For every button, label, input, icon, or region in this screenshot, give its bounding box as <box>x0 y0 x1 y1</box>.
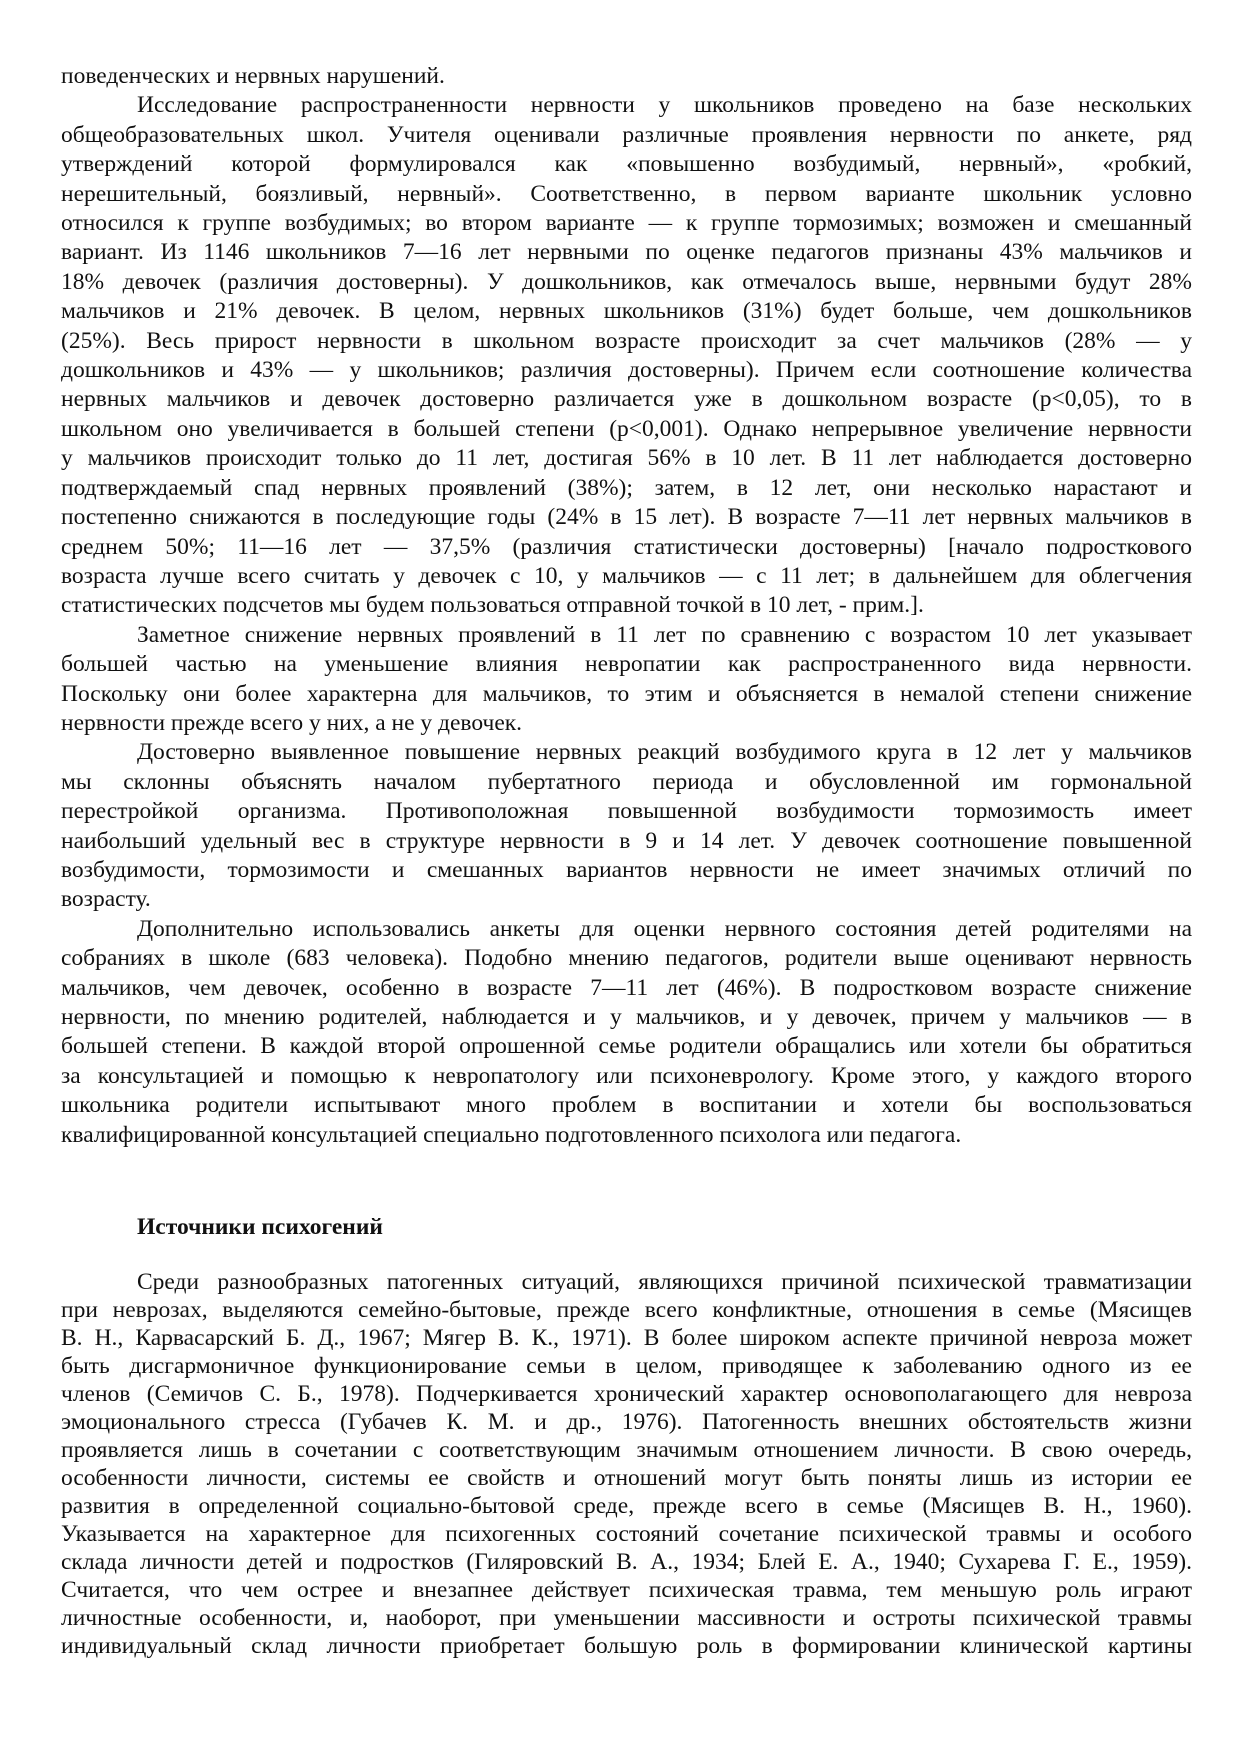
text-line: 18% девочек (различия достоверны). У дошкольников, как отмечалось выше, нервными будут 28% <box>61 268 1192 295</box>
text-line: проявляется лишь в сочетании с соответствующим значимым отношением личности. В свою очередь, <box>61 1437 1192 1463</box>
text-line: нервных мальчиков и девочек достоверно различается уже в дошкольном возрасте (p<0,05), то в <box>61 386 1192 413</box>
text-line: Исследование распространенности нервности у школьников проведено на базе нескольких <box>137 92 1192 119</box>
section-heading: Источники психогений <box>137 1214 383 1240</box>
text-line: эмоционального стресса (Губачев К. М. и др., 1976). Патогенность внешних обстоятельств жизни <box>61 1409 1192 1435</box>
text-line: при неврозах, выделяются семейно-бытовые, прежде всего конфликтные, отношения в семье (Мясищев <box>61 1297 1192 1323</box>
text-line: Среди разнообразных патогенных ситуаций, являющихся причиной психической травматизации <box>137 1269 1192 1295</box>
text-line: особенности личности, системы ее свойств и отношений могут быть поняты лишь из истории ее <box>61 1465 1192 1491</box>
text-line: утверждений которой формулировался как «повышенно возбудимый, нервный», «робкий, <box>61 151 1192 178</box>
body-text-bottom <box>61 1268 1192 1660</box>
paragraph <box>61 915 1192 1150</box>
paragraph <box>61 62 1192 91</box>
text-line: возбудимости, тормозимости и смешанных вариантов нервности не имеет значимых отличий по <box>61 856 1192 883</box>
text-line: среднем 50%; 11—16 лет — 37,5% (различия статистически достоверны) [начало подросткового <box>61 533 1192 560</box>
text-line: статистических подсчетов мы будем пользоваться отправной точкой в 10 лет, - прим.]. <box>61 592 924 619</box>
text-line: относился к группе возбудимых; во втором варианте — к группе тормозимых; возможен и смешанный <box>61 210 1192 237</box>
text-line: Заметное снижение нервных проявлений в 11 лет по сравнению с возрастом 10 лет указывает <box>137 621 1192 648</box>
text-line: школьном оно увеличивается в большей степени (p<0,001). Однако непрерывное увеличение нервности <box>61 415 1192 442</box>
text-line: нервности прежде всего у них, а не у девочек. <box>61 709 523 736</box>
text-line: Указывается на характерное для психогенных состояний сочетание психической травмы и особого <box>61 1521 1192 1547</box>
paragraph <box>61 738 1192 914</box>
text-line: подтверждаемый спад нервных проявлений (38%); затем, в 12 лет, они несколько нарастают и <box>61 474 1192 501</box>
text-line: мальчиков и 21% девочек. В целом, нервных школьников (31%) будет больше, чем дошкольников <box>61 298 1192 325</box>
text-line: постепенно снижаются в последующие годы (24% в 15 лет). В возрасте 7—11 лет нервных мальчиков в <box>61 504 1192 531</box>
text-line: нерешительный, боязливый, нервный». Соответственно, в первом варианте школьник условно <box>61 180 1192 207</box>
text-line: перестройкой организма. Противоположная повышенной возбудимости тормозимость имеет <box>61 798 1192 825</box>
text-line: развития в определенной социально-бытовой среде, прежде всего в семье (Мясищев В. Н., 1960). <box>61 1493 1192 1519</box>
text-line: личностные особенности, и, наоборот, при уменьшении массивности и остроты психической травмы <box>61 1605 1192 1631</box>
text-line: за консультацией и помощью к невропатологу или психоневрологу. Кроме этого, у каждого второго <box>61 1062 1192 1089</box>
text-line: дошкольников и 43% — у школьников; различия достоверны). Причем если соотношение количества <box>61 357 1192 384</box>
text-line: большей частью на уменьшение влияния невропатии как распространенного вида нервности. <box>61 651 1192 678</box>
text-line: членов (Семичов С. Б., 1978). Подчеркивается хронический характер основополагающего для невроза <box>61 1381 1192 1407</box>
text-line: В. Н., Карвасарский Б. Д., 1967; Мягер В. К., 1971). В более широком аспекте причиной невроза может <box>61 1325 1192 1351</box>
text-line: квалифицированной консультацией специально подготовленного психолога или педагога. <box>61 1121 962 1148</box>
text-line: быть дисгармоничное функционирование семьи в целом, приводящее к заболеванию одного из ее <box>61 1353 1192 1379</box>
paragraph <box>61 91 1192 620</box>
text-line: наибольший удельный вес в структуре нервности в 9 и 14 лет. У девочек соотношение повышенной <box>61 827 1192 854</box>
text-line: возрасту. <box>61 886 151 913</box>
paragraph <box>61 1268 1192 1660</box>
text-line: собраниях в школе (683 человека). Подобно мнению педагогов, родители выше оценивают нервность <box>61 945 1192 972</box>
text-line: мы склонны объяснять началом пубертатного периода и обусловленной им гормональной <box>61 768 1192 795</box>
body-text-top <box>61 62 1192 1150</box>
text-line: Дополнительно использовались анкеты для оценки нервного состояния детей родителями на <box>137 915 1192 942</box>
text-line: склада личности детей и подростков (Гиляровский В. А., 1934; Блей Е. А., 1940; Сухарева Г. Е., 1959). <box>61 1549 1192 1575</box>
text-line: Считается, что чем острее и внезапнее действует психическая травма, тем меньшую роль играют <box>61 1577 1192 1603</box>
text-line: школьника родители испытывают много проблем в воспитании и хотели бы воспользоваться <box>61 1092 1192 1119</box>
paragraph <box>61 621 1192 739</box>
text-line: Поскольку они более характерна для мальчиков, то этим и объясняется в немалой степени снижение <box>61 680 1192 707</box>
text-line: индивидуальный склад личности приобретает большую роль в формировании клинической картины <box>61 1633 1192 1659</box>
text-line: поведенческих и нервных нарушений. <box>61 63 445 89</box>
text-line: общеобразовательных школ. Учителя оценивали различные проявления нервности по анкете, ряд <box>61 121 1192 148</box>
text-line: у мальчиков происходит только до 11 лет, достигая 56% в 10 лет. В 11 лет наблюдается достоверно <box>61 445 1192 472</box>
text-line: возраста лучше всего считать у девочек с 10, у мальчиков — с 11 лет; в дальнейшем для облегчения <box>61 562 1192 589</box>
text-line: вариант. Из 1146 школьников 7—16 лет нервными по оценке педагогов признаны 43% мальчиков и <box>61 239 1192 266</box>
text-line: мальчиков, чем девочек, особенно в возрасте 7—11 лет (46%). В подростковом возрасте снижение <box>61 974 1192 1001</box>
text-line: Достоверно выявленное повышение нервных реакций возбудимого круга в 12 лет у мальчиков <box>137 739 1192 766</box>
text-line: нервности, по мнению родителей, наблюдается и у мальчиков, и у девочек, причем у мальчиков — в <box>61 1004 1192 1030</box>
text-line: большей степени. В каждой второй опрошенной семье родители обращались или хотели бы обратиться <box>61 1033 1192 1060</box>
text-line: (25%). Весь прирост нервности в школьном возрасте происходит за счет мальчиков (28% — у <box>61 327 1192 354</box>
